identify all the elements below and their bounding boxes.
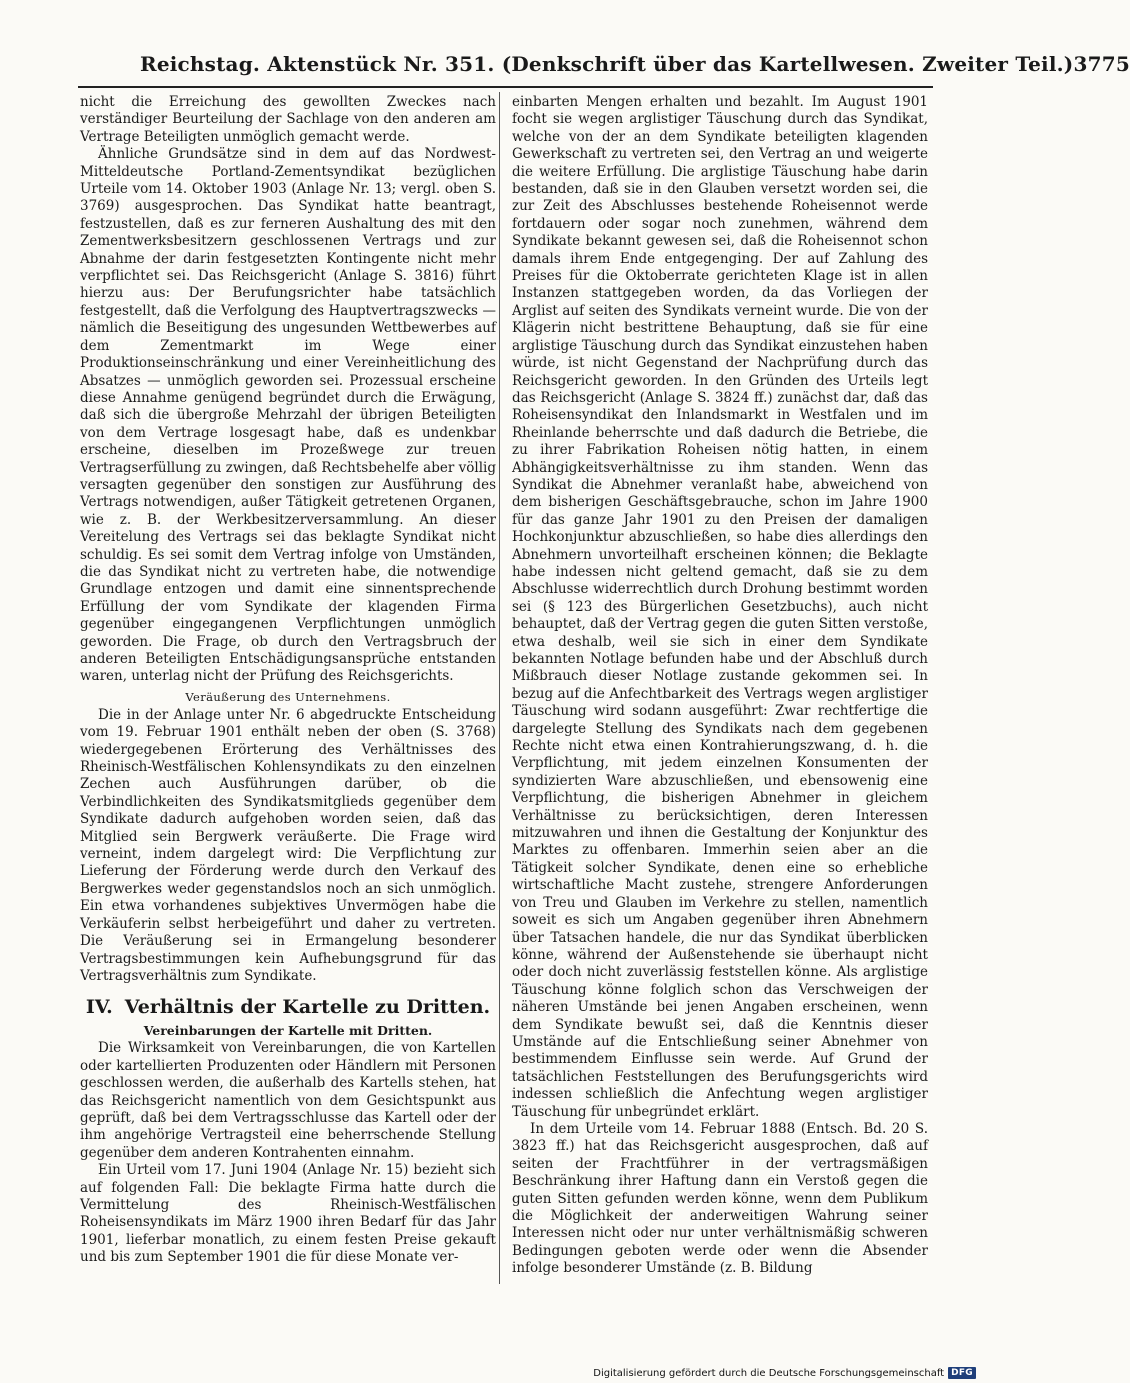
- page-header: [140, 44, 1130, 84]
- footer-text: Digitalisierung gefördert durch die Deutsche Forschungsgemeinschaft: [593, 1367, 945, 1379]
- left-paragraph-2: Ähnliche Grundsätze sind in dem auf das Nordwest-Mitteldeutsche Portland-Zementsyndikat bezüglichen Urteile vom 14. Oktober 1903 (Anlage Nr. 13; vergl. oben S. 3769) ausgesprochen. Das Syndikat hatte beantragt, festzustellen, daß es zur ferneren Aushaltung des mit den Zementwerksbesitzern geschlossenen Vertrags und zur Abnahme der darin festgesetzten Kontingente nicht mehr verpflichtet sei. Das Reichsgericht (Anlage S. 3816) führt hierzu aus: Der Berufungsrichter habe tatsächlich festgestellt, daß die Verfolgung des Hauptvertragszwecks — nämlich die Beseitigung des ungesunden Wettbewerbes auf dem Zementmarkt im Wege einer Produktionseinschränkung und einer Vereinheitlichung des Absatzes — unmöglich geworden sei. Prozessual erscheine diese Annahme genügend begründet durch die Erwägung, daß sich die übergroße Mehrzahl der übrigen Beteiligten von dem Vertrage losgesagt habe, daß es undenkbar erscheine, dieselben im Prozeßwege zur treuen Vertragserfüllung zu zwingen, daß Rechtsbehelfe aber völlig versagten gegenüber den sonstigen zur Ausführung des Vertrags notwendigen, außer Tätigkeit getretenen Organen, wie z. B. der Werkbesitzerversammlung. An dieser Vereitelung des Vertrags sei das beklagte Syndikat nicht schuldig. Es sei somit dem Vertrag infolge von Umständen, die das Syndikat nicht zu vertreten habe, die notwendige Grundlage entzogen und damit eine sinnentsprechende Erfüllung der vom Syndikate der klagenden Firma gegenüber eingegangenen Verpflichtungen unmöglich geworden. Die Frage, ob durch den Vertragsbruch der anderen Beteiligten Entschädigungsansprüche entstanden waren, unterlag nicht der Prüfung des Reichsgerichts.: [80, 146, 496, 685]
- column-divider: [499, 92, 500, 1284]
- right-paragraph-1: einbarten Mengen erhalten und bezahlt. Im August 1901 focht sie wegen arglistiger Täuschung durch das Syndikat, welche von der an dem Syndikate beteiligten klagenden Gewerkschaft zu vertreten sei, den Vertrag an und weigerte die weitere Erfüllung. Die arglistige Täuschung habe darin bestanden, daß sie in den Glauben versetzt worden sei, die zur Zeit des Abschlusses bestehende Roheisennot werde fortdauern oder sogar noch zunehmen, während dem Syndikate bekannt gewesen sei, daß die Roheisennot schon damals ihrem Ende entgegenging. Der auf Zahlung des Preises für die Oktoberrate gerichteten Klage ist in allen Instanzen stattgegeben worden, da das Vorliegen der Arglist auf seiten des Syndikats verneint wurde. Die von der Klägerin nicht bestrittene Behauptung, daß sie für eine arglistige Täuschung durch das Syndikat einzustehen haben würde, ist nicht Gegenstand der Nachprüfung durch das Reichsgericht geworden. In den Gründen des Urteils legt das Reichsgericht (Anlage S. 3824 ff.) zunächst dar, daß das Roheisensyndikat den Inlandsmarkt in Westfalen und im Rheinlande beherrschte und daß dadurch die Betriebe, die zu ihrer Fabrikation Roheisen nötig hatten, in einem Abhängigkeitsverhältnisse zu ihm standen. Wenn das Syndikat die Abnehmer veranlaßt habe, abweichend von dem bisherigen Geschäftsgebrauche, schon im Jahre 1900 für das ganze Jahr 1901 zu den Preisen der damaligen Hochkonjunktur abzuschließen, so habe dies allerdings den Abnehmern unvorteilhaft erscheinen können; die Beklagte habe indessen nicht geltend gemacht, daß sie zu dem Abschlusse widerrechtlich durch Drohung bestimmt worden sei (§ 123 des Bürgerlichen Gesetzbuchs), auch nicht behauptet, daß der Vertrag gegen die guten Sitten verstoße, etwa deshalb, weil sie sich in einer dem Syndikate bekannten Notlage befunden habe und der Abschluß durch Mißbrauch dieser Notlage zustande gekommen sei. In bezug auf die Anfechtbarkeit des Vertrags wegen arglistiger Täuschung wird sodann ausgeführt: Zwar rechtfertige die dargelegte Stellung des Syndikats nach dem gegebenen Rechte nicht etwa einen Kontrahierungszwang, d. h. die Verpflichtung, mit jedem einzelnen Konsumenten der syndizierten Ware abzuschließen, und ebensowenig eine Verpflichtung, die bisherigen Abnehmer in gleichem Verhältnisse zu berücksichtigen, deren Interessen mitzuwahren und ihnen die Gestaltung der Konjunktur des Marktes zu offenbaren. Immerhin seien aber an die Tätigkeit solcher Syndikate, denen eine so erhebliche wirtschaftliche Macht zustehe, strengere Anforderungen von Treu und Glauben im Verkehre zu stellen, namentlich soweit es sich um Angaben gegenüber ihren Abnehmern über Tatsachen handele, die nur das Syndikat überblicken könne, während der Außenstehende sie überhaupt nicht oder doch nicht zuverlässig feststellen könne. Als arglistige Täuschung könne folglich schon das Verschweigen der näheren Umstände bei jenen Angaben erscheinen, wenn dem Syndikate bewußt sei, daß die Kenntnis dieser Umstände auf die Entschließung seiner Abnehmer von bestimmendem Einflusse sein werde. Auf Grund der tatsächlichen Feststellungen des Berufungsgerichts wird indessen schließlich die Anfechtung wegen arglistiger Täuschung für unbegründet erklärt.: [512, 94, 928, 1120]
- page-number: 3775: [1073, 52, 1130, 76]
- section-number: IV.: [85, 996, 113, 1019]
- left-paragraph-5: Ein Urteil vom 17. Juni 1904 (Anlage Nr. 15) bezieht sich auf folgenden Fall: Die beklagte Firma hatte durch die Vermittelung des Rheinisch-Westfälischen Roheisensyndikats im März 1900 ihren Bedarf für das Jahr 1901, lieferbar monatlich, zu einem festen Preise gekauft und bis zum September 1901 die für diese Monate ver-: [80, 1162, 496, 1266]
- subheading-veraeusserung: Veräußerung des Unternehmens.: [185, 689, 391, 704]
- left-column: [80, 94, 496, 1267]
- section-title: Verhältnis der Kartelle zu Dritten.: [124, 996, 491, 1019]
- left-paragraph-3: Die in der Anlage unter Nr. 6 abgedruckte Entscheidung vom 19. Februar 1901 enthält neben der oben (S. 3768) wiedergegebenen Erörterung des Verhältnisses des Rheinisch-Westfälischen Kohlensyndikats zu den einzelnen Zechen auch Ausführungen darüber, ob die Verbindlichkeiten des Syndikatsmitglieds gegenüber dem Syndikate dadurch aufgehoben worden seien, daß das Mitglied sein Bergwerk veräußerte. Die Frage wird verneint, indem dargelegt wird: Die Verpflichtung zur Lieferung der Förderung werde durch den Verkauf des Bergwerkes weder gegenstandslos noch an sich unmöglich. Ein etwa vorhandenes subjektives Unvermögen habe die Verkäuferin selbst herbeigeführt und daher zu vertreten. Die Veräußerung sei in Ermangelung besonderer Vertragsbestimmungen kein Aufhebungsgrund für das Vertragsverhältnis zum Syndikate.: [80, 706, 496, 984]
- subsection-heading: Vereinbarungen der Kartelle mit Dritten.: [143, 1023, 433, 1039]
- digitization-footer: [593, 1366, 976, 1380]
- dfg-logo: DFG: [948, 1367, 976, 1379]
- section-heading-iv: [80, 995, 496, 1019]
- running-title: Reichstag. Aktenstück Nr. 351. (Denkschrift über das Kartellwesen. Zweiter Teil.): [140, 52, 1074, 76]
- right-paragraph-2: In dem Urteile vom 14. Februar 1888 (Entsch. Bd. 20 S. 3823 ff.) hat das Reichsgericht ausgesprochen, daß auf seiten der Frachtführer in der vertragsmäßigen Beschränkung ihrer Haftung dann ein Verstoß gegen die guten Sitten gefunden werden könne, wenn dem Publikum die Möglichkeit der anderweitigen Wahrung seiner Interessen nicht oder nur unter verhältnismäßig schweren Bedingungen geboten werde oder wenn die Absender infolge besonderer Umstände (z. B. Bildung: [512, 1120, 928, 1277]
- left-paragraph-1: nicht die Erreichung des gewollten Zweckes nach verständiger Beurteilung der Sachlage von den anderen am Vertrage Beteiligten unmöglich gemacht werde.: [80, 94, 496, 145]
- header-rule: [78, 86, 933, 88]
- left-paragraph-4: Die Wirksamkeit von Vereinbarungen, die von Kartellen oder kartellierten Produzenten oder Händlern mit Personen geschlossen werden, die außerhalb des Kartells stehen, hat das Reichsgericht namentlich von dem Gesichtspunkt aus geprüft, daß bei dem Vertragsschlusse das Kartell oder der ihm angehörige Vertragsteil eine beherrschende Stellung gegenüber dem anderen Kontrahenten einnahm.: [80, 1040, 496, 1161]
- right-column: [512, 94, 928, 1278]
